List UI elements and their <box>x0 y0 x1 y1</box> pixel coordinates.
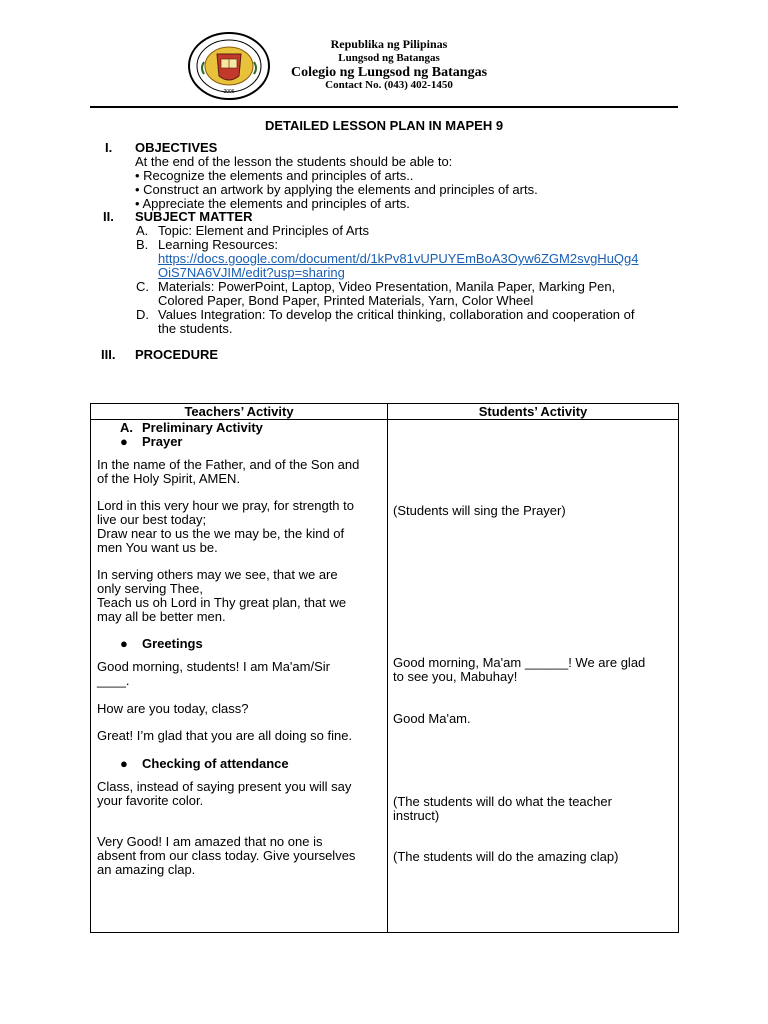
teacher-line: only serving Thee, <box>97 581 203 596</box>
bullet-icon: ● <box>120 434 128 449</box>
student-activity-cell <box>388 420 679 933</box>
column-header-student: Students’ Activity <box>388 404 679 420</box>
greetings-heading: Greetings <box>142 636 203 651</box>
student-line: (The students will do what the teacher <box>393 794 612 809</box>
teacher-line: Great! I’m glad that you are all doing so fine. <box>97 728 353 743</box>
student-line: (Students will sing the Prayer) <box>393 503 566 518</box>
section-number-objectives: I. <box>105 140 113 155</box>
teacher-line: your favorite color. <box>97 793 204 808</box>
student-line: Good morning, Ma'am ______! We are glad <box>393 655 646 670</box>
teacher-line: In serving others may we see, that we are <box>97 567 338 582</box>
subject-values-continued: the students. <box>158 321 233 336</box>
teacher-line: an amazing clap. <box>97 862 196 877</box>
attendance-heading: Checking of attendance <box>142 756 289 771</box>
subject-letter-d: D. <box>136 307 149 322</box>
subject-materials: Materials: PowerPoint, Laptop, Video Presentation, Manila Paper, Marking Pen, <box>158 279 616 294</box>
student-line: instruct) <box>393 808 440 823</box>
objective-item: • Recognize the elements and principles of arts.. <box>135 168 414 183</box>
teacher-line: Teach us oh Lord in Thy great plan, that we <box>97 595 347 610</box>
section-number-subject: II. <box>103 209 114 224</box>
header-contact: Contact No. (043) 402-1450 <box>325 79 453 91</box>
teacher-line: Good morning, students! I am Ma'am/Sir <box>97 659 330 674</box>
teacher-line: ____. <box>97 673 130 688</box>
student-line: to see you, Mabuhay! <box>393 669 518 684</box>
teacher-activity-cell <box>91 420 388 933</box>
prayer-heading: Prayer <box>142 434 183 449</box>
section-heading-subject: SUBJECT MATTER <box>135 209 253 224</box>
teacher-line: How are you today, class? <box>97 701 249 716</box>
header-divider <box>90 106 678 108</box>
subject-resources-label: Learning Resources: <box>158 237 278 252</box>
student-line: (The students will do the amazing clap) <box>393 849 619 864</box>
seal-year: 2006 <box>223 89 235 95</box>
teacher-line: may all be better men. <box>97 609 226 624</box>
section-heading-procedure: PROCEDURE <box>135 347 219 362</box>
section-heading-objectives: OBJECTIVES <box>135 140 218 155</box>
section-number-procedure: III. <box>101 347 116 362</box>
student-line: Good Ma'am. <box>393 711 471 726</box>
subject-letter-b: B. <box>136 237 149 252</box>
teacher-line: Very Good! I am amazed that no one is <box>97 834 323 849</box>
teacher-line: absent from our class today. Give yourselves <box>97 848 356 863</box>
resource-link[interactable]: https://docs.google.com/document/d/1kPv81vUPUYEmBoA3Oyw6ZGM2svgHuQg4 <box>158 251 639 266</box>
objectives-intro: At the end of the lesson the students should be able to: <box>135 154 453 169</box>
objective-item: • Construct an artwork by applying the elements and principles of arts. <box>135 182 538 197</box>
header-republic: Republika ng Pilipinas <box>330 37 448 51</box>
bullet-icon: ● <box>120 636 128 651</box>
subject-values: Values Integration: To develop the critical thinking, collaboration and cooperation of <box>158 307 635 322</box>
bullet-icon: ● <box>120 756 128 771</box>
teacher-line: Lord in this very hour we pray, for strength to <box>97 498 354 513</box>
subject-letter-c: C. <box>136 279 149 294</box>
teacher-line: of the Holy Spirit, AMEN. <box>97 471 241 486</box>
teacher-line: men You want us be. <box>97 540 218 555</box>
subject-topic: Topic: Element and Principles of Arts <box>158 223 369 238</box>
page-title: DETAILED LESSON PLAN IN MAPEH 9 <box>264 118 504 133</box>
header-city: Lungsod ng Batangas <box>338 52 440 64</box>
teacher-line: Class, instead of saying present you will say <box>97 779 352 794</box>
prelim-letter: A. <box>120 420 133 435</box>
prelim-heading: Preliminary Activity <box>142 420 263 435</box>
teacher-line: live our best today; <box>97 512 207 527</box>
teacher-line: Draw near to us the we may be, the kind of <box>97 526 345 541</box>
subject-letter-a: A. <box>136 223 149 238</box>
objective-item: • Appreciate the elements and principles of arts. <box>135 196 410 211</box>
column-header-teacher: Teachers’ Activity <box>91 404 388 420</box>
header-college: Colegio ng Lungsod ng Batangas <box>290 65 488 80</box>
resource-link-continued[interactable]: OiS7NA6VJIM/edit?usp=sharing <box>158 265 345 280</box>
procedure-table <box>90 403 679 933</box>
teacher-line: In the name of the Father, and of the Son and <box>97 457 360 472</box>
subject-materials-continued: Colored Paper, Bond Paper, Printed Materials, Yarn, Color Wheel <box>158 293 534 308</box>
